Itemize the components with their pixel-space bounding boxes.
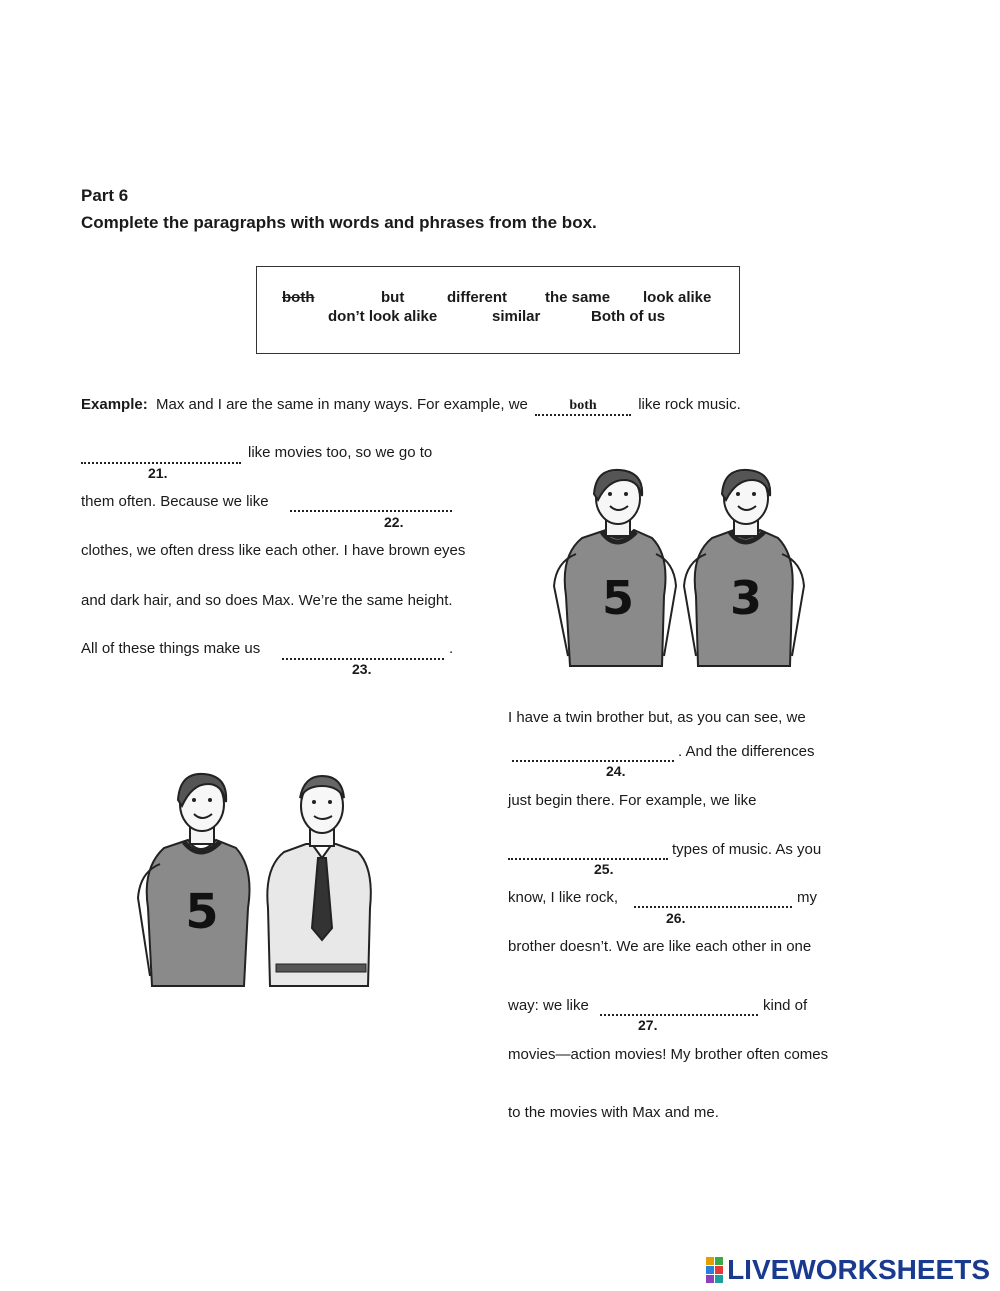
p2-line2: . And the differences [678,743,815,760]
instruction: Complete the paragraphs with words and phrases from the box. [81,213,597,232]
boy-shirt-tie [267,776,370,986]
word-look-alike: look alike [643,289,712,306]
shirt-number-5: 5 [601,571,635,625]
word-but: but [381,289,405,306]
number-21: 21. [148,465,168,481]
boy-shirt-five [138,774,250,986]
answer-27-input[interactable] [600,998,758,1016]
p2-line3: just begin there. For example, we like [508,792,757,809]
p1-line1: like movies too, so we go to [248,444,433,461]
number-27: 27. [638,1017,658,1033]
answer-25-input[interactable] [508,842,668,860]
example-text: Max and I are the same in many ways. For example, we [156,396,528,413]
p2-line5: know, I like rock, [508,889,619,906]
boy-left [554,470,676,666]
liveworksheets-logo [706,1254,990,1286]
example-line [81,396,741,416]
shirt-number-3: 3 [729,571,763,625]
p2-line7-end: kind of [763,997,808,1014]
answer-26-input[interactable] [634,890,792,908]
answer-24-input[interactable] [512,744,674,762]
p2-line6: brother doesn’t. We are like each other in one [508,938,812,955]
p1-line5-end: . [449,640,454,657]
number-24: 24. [606,763,626,779]
twins-different-illustration [136,768,376,990]
number-23: 23. [352,661,372,677]
example-after: like rock music. [638,396,741,413]
word-different: different [447,289,507,306]
p1-line5: All of these things make us [81,640,261,657]
logo-blocks-icon [706,1257,723,1283]
number-25: 25. [594,861,614,877]
p1-line3: clothes, we often dress like each other. I have brown eyes [81,542,466,559]
answer-23-input[interactable] [282,642,444,660]
word-box [256,266,740,354]
brand-text: LIVEWORKSHEETS [727,1254,990,1285]
twins-alike-illustration [546,466,808,670]
example-blank [535,396,631,416]
shirt-number-5b: 5 [185,884,219,940]
word-the-same: the same [545,289,611,306]
number-26: 26. [666,910,686,926]
answer-21-input[interactable] [81,446,241,464]
word-similar: similar [492,308,541,325]
p2-line1: I have a twin brother but, as you can see, we [508,709,806,726]
number-22: 22. [384,514,404,530]
answer-22-input[interactable] [290,494,452,512]
p1-line4: and dark hair, and so does Max. We’re the same height. [81,592,453,609]
boy-right [684,470,804,666]
p1-line2: them often. Because we like [81,493,269,510]
part-title: Part 6 [81,186,129,205]
word-both: both [282,289,315,306]
p2-line8: movies—action movies! My brother often comes [508,1046,829,1063]
example-answer: both [569,398,597,413]
word-both-of-us: Both of us [591,308,666,325]
example-label: Example: [81,396,148,413]
p2-line5-end: my [797,889,817,906]
p2-line4: types of music. As you [672,841,822,858]
word-dont-look-alike: don’t look alike [328,308,438,325]
p2-line9: to the movies with Max and me. [508,1104,719,1121]
p2-line7: way: we like [508,997,589,1014]
